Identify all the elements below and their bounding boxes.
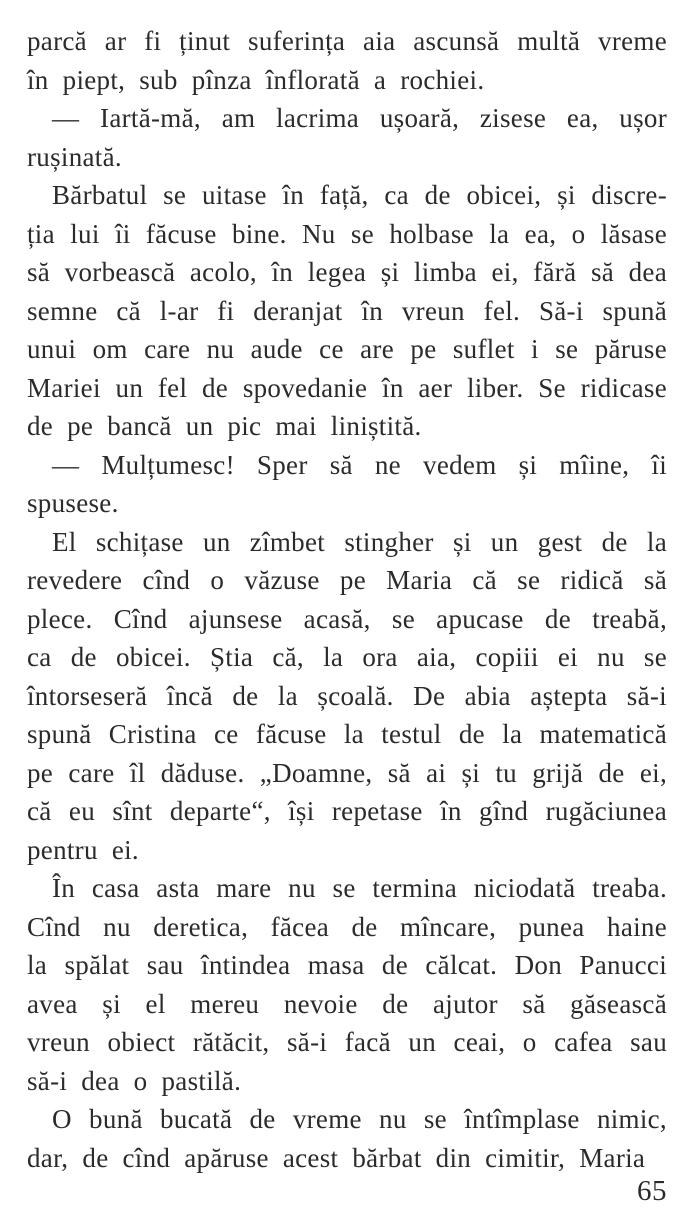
text-line: Bărbatul se uitase în față, ca de obicei, și discre-: [52, 180, 667, 210]
text-line: El schițase un zîmbet stingher și un gest de la: [52, 526, 667, 557]
text-line: de pe bancă un pic mai liniștită.: [27, 411, 422, 441]
text-line: În casa asta mare nu se termina niciodată treaba.: [52, 873, 667, 903]
text-line: la spălat sau întindea masa de călcat. Don Panucci: [27, 950, 667, 980]
text-line: — Iartă-mă, am lacrima ușoară, zisese ea, ușor: [52, 103, 667, 133]
text-line: să-i dea o pastilă.: [27, 1065, 242, 1096]
text-line: că eu sînt departe“, își repetase în gînd rugăciunea: [27, 796, 667, 826]
paragraph: [27, 869, 667, 1100]
text-line: pentru ei.: [27, 834, 139, 865]
text-line: unui om care nu aude ce are pe suflet i se păruse: [27, 334, 667, 364]
text-line: O bună bucată de vreme nu se întîmplase nimic,: [52, 1104, 667, 1134]
text-line: întorseseră încă de la școală. De abia aștepta să-i: [27, 680, 667, 711]
paragraph: [27, 176, 667, 446]
text-line: spună Cristina ce făcuse la testul de la matematică: [27, 719, 667, 749]
page-text: [27, 22, 667, 1177]
text-line: parcă ar fi ținut suferința aia ascunsă multă vreme: [27, 26, 667, 56]
text-line: revedere cînd o văzuse pe Maria că se ridică să: [27, 565, 667, 595]
text-line: ca de obicei. Știa că, la ora aia, copiii ei nu se: [27, 642, 667, 672]
text-line: să vorbească acolo, în legea și limba ei, fără să dea: [27, 257, 667, 287]
text-line: — Mulțumesc! Sper să ne vedem și mîine, îi: [52, 449, 667, 480]
text-line: în piept, sub pînza înflorată a rochiei.: [27, 64, 485, 95]
text-line: Mariei un fel de spovedanie în aer liber. Se ridicase: [27, 372, 667, 403]
text-line: ția lui îi făcuse bine. Nu se holbase la ea, o lăsase: [27, 218, 667, 249]
text-line: Cînd nu deretica, făcea de mîncare, punea haine: [27, 911, 667, 942]
text-line: dar, de cînd apăruse acest bărbat din cimitir, Maria: [27, 1142, 646, 1173]
paragraph: [27, 22, 667, 99]
page-number: 65: [637, 1175, 667, 1207]
paragraph: [27, 523, 667, 870]
dialogue-paragraph: [27, 446, 667, 523]
paragraph: [27, 1100, 667, 1177]
dialogue-paragraph: [27, 99, 667, 176]
text-line: rușinată.: [27, 141, 122, 172]
text-line: plece. Cînd ajunsese acasă, se apucase de treabă,: [27, 603, 667, 634]
text-line: pe care îl dăduse. „Doamne, să ai și tu grijă de ei,: [27, 757, 667, 788]
text-line: semne că l-ar fi deranjat în vreun fel. Să-i spună: [27, 295, 667, 326]
text-line: vreun obiect rătăcit, să-i facă un ceai, o cafea sau: [27, 1027, 667, 1057]
text-line: spusese.: [27, 488, 119, 518]
text-line: avea și el mereu nevoie de ajutor să găsească: [27, 988, 667, 1019]
